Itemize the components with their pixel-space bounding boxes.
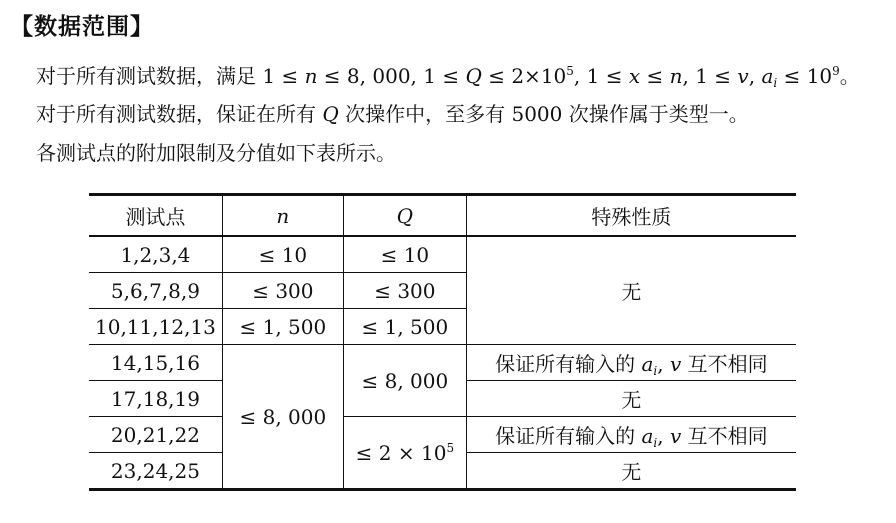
testpoint-cell: 5,6,7,8,9 — [89, 273, 222, 309]
n-cell: ≤ 10 — [222, 236, 343, 273]
subscript: i — [653, 364, 658, 378]
property-prefix: 保证所有输入的 — [495, 424, 642, 448]
q-cell — [343, 417, 466, 490]
header-q: Q — [343, 195, 466, 237]
formula-part: , 1 ≤ — [682, 64, 738, 88]
subscript: i — [653, 436, 658, 450]
separator: , — [657, 424, 670, 448]
var-n: n — [304, 64, 318, 88]
table-row — [89, 417, 796, 453]
section-title: 【数据范围】 — [10, 14, 154, 40]
formula-part: ≤ 8, 000, 1 ≤ — [317, 64, 466, 88]
q-big-prefix: ≤ 2 × 10 — [355, 440, 447, 465]
var-x: x — [628, 64, 641, 88]
formula-part: , — [748, 64, 762, 88]
constraints-lead: 对于所有测试数据，满足 — [36, 64, 263, 88]
testpoint-cell: 1,2,3,4 — [89, 236, 222, 273]
operations-paragraph — [36, 101, 749, 127]
table-intro: 各测试点的附加限制及分值如下表所示。 — [36, 141, 396, 165]
property-cell: 无 — [466, 453, 796, 490]
table-header-row — [89, 195, 796, 237]
operations-tail: 次操作中，至多有 5000 次操作属于类型一。 — [338, 102, 749, 126]
formula-part: , 1 ≤ — [573, 64, 629, 88]
n-cell: ≤ 1, 500 — [222, 309, 343, 345]
property-cell: 无 — [466, 381, 796, 417]
operations-lead: 对于所有测试数据，保证在所有 — [36, 102, 323, 126]
header-n: n — [222, 195, 343, 237]
table-row — [89, 236, 796, 273]
property-cell — [466, 417, 796, 453]
n-cell: ≤ 8, 000 — [222, 345, 343, 490]
table-row — [89, 345, 796, 381]
exponent: 5 — [446, 440, 455, 455]
q-cell: ≤ 10 — [343, 236, 466, 273]
header-property: 特殊性质 — [466, 195, 796, 237]
var-a: a — [641, 352, 654, 376]
constraints-paragraph — [36, 63, 860, 89]
var-v: v — [669, 424, 682, 448]
testpoint-cell: 14,15,16 — [89, 345, 222, 381]
q-cell: ≤ 300 — [343, 273, 466, 309]
property-suffix: 互不相同 — [681, 352, 768, 376]
n-cell: ≤ 300 — [222, 273, 343, 309]
subtask-table — [89, 193, 796, 491]
testpoint-cell: 23,24,25 — [89, 453, 222, 490]
property-suffix: 互不相同 — [681, 424, 768, 448]
var-q: Q — [465, 64, 482, 88]
testpoint-cell: 20,21,22 — [89, 417, 222, 453]
exponent: 9 — [832, 64, 840, 78]
sentence-end: 。 — [839, 64, 860, 88]
formula-part: 1 ≤ — [262, 64, 305, 88]
var-v: v — [737, 64, 749, 88]
property-prefix: 保证所有输入的 — [495, 352, 642, 376]
var-q: Q — [322, 102, 339, 126]
formula-part: ≤ — [640, 64, 670, 88]
var-a: a — [761, 64, 774, 88]
q-cell: ≤ 8, 000 — [343, 345, 466, 417]
testpoint-cell: 17,18,19 — [89, 381, 222, 417]
header-testpoint: 测试点 — [89, 195, 222, 237]
var-v: v — [669, 352, 682, 376]
testpoint-cell: 10,11,12,13 — [89, 309, 222, 345]
subscript: i — [773, 76, 778, 90]
var-n: n — [669, 64, 683, 88]
formula-part: ≤ 10 — [777, 64, 833, 88]
property-cell: 无 — [466, 236, 796, 345]
q-cell: ≤ 1, 500 — [343, 309, 466, 345]
formula-part: ≤ 2×10 — [481, 64, 567, 88]
var-a: a — [641, 424, 654, 448]
property-cell — [466, 345, 796, 381]
separator: , — [657, 352, 670, 376]
exponent: 5 — [566, 64, 574, 78]
